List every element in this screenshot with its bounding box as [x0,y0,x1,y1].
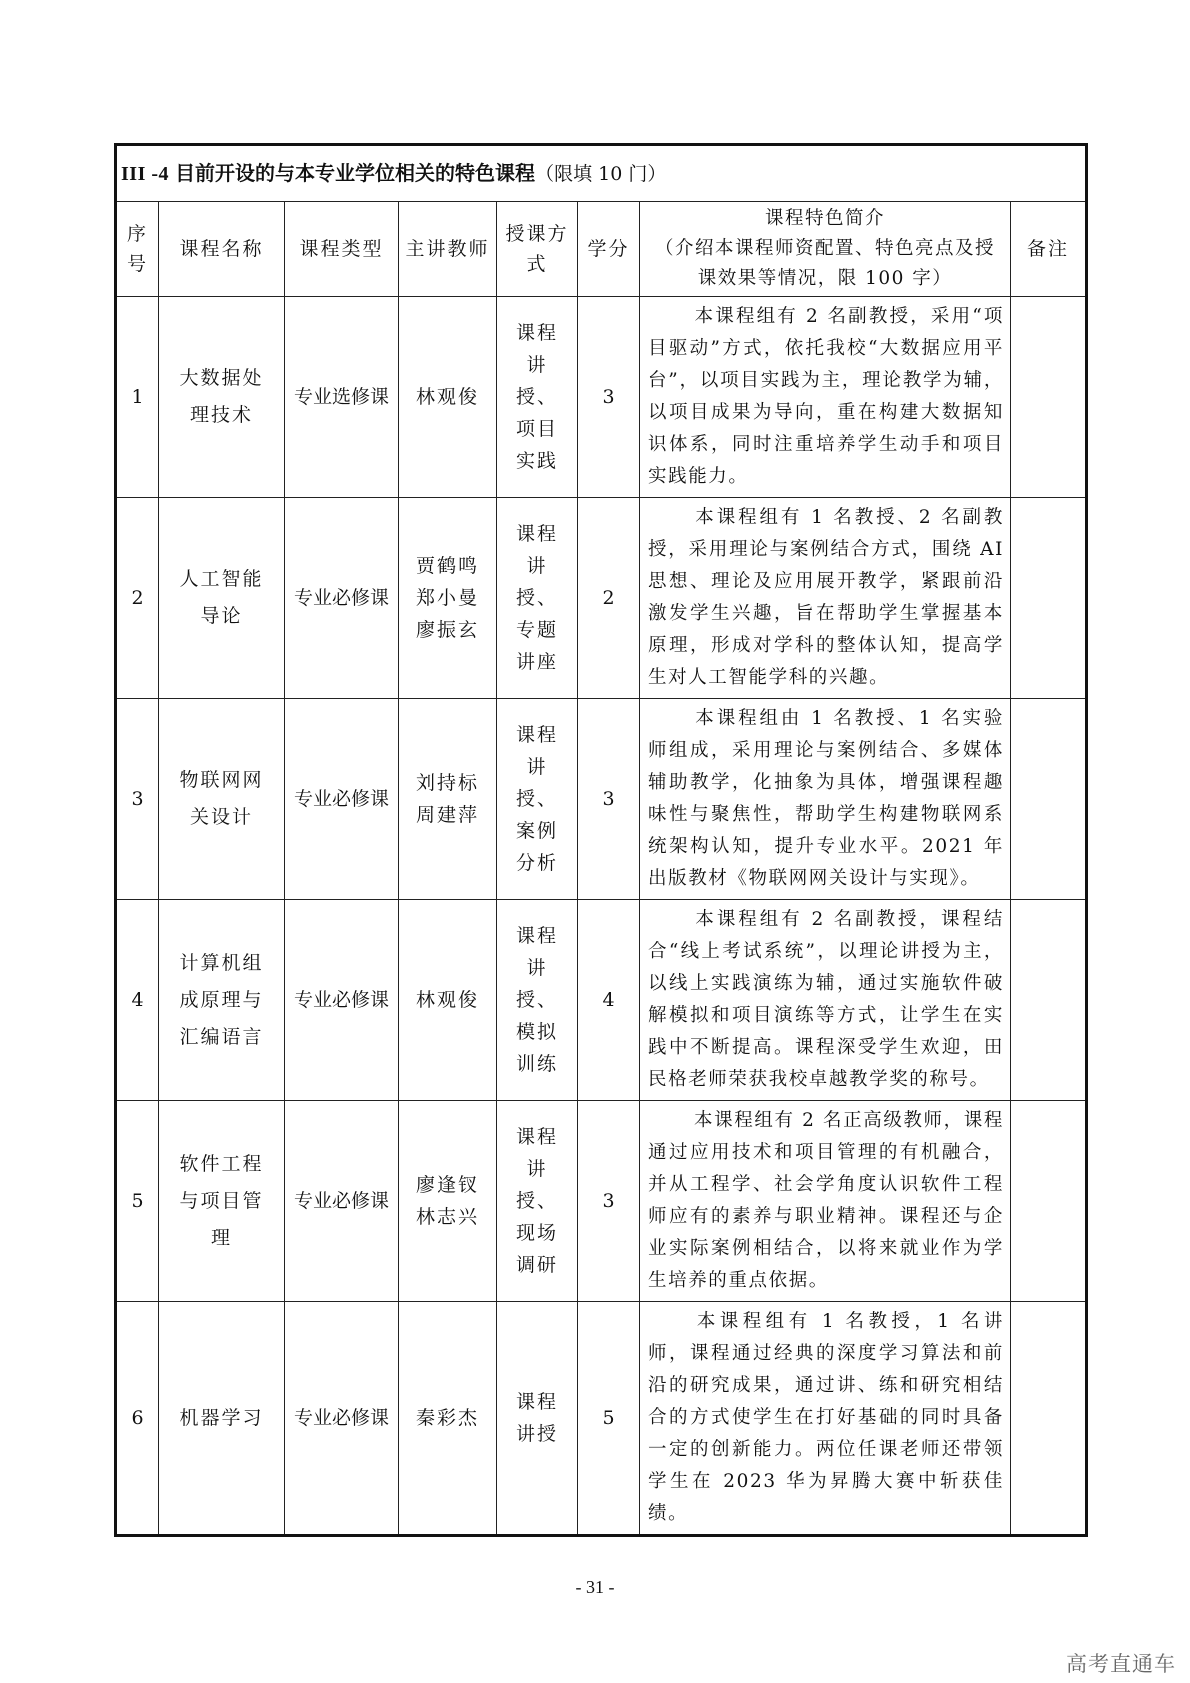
cell-no: 2 [116,498,159,699]
cell-lecturer [399,699,497,900]
course-name-text: 人工智能导论 [179,568,264,627]
cell-credits: 5 [578,1302,640,1536]
header-credits: 学分 [578,202,640,297]
lecturer-text: 林观俊 [415,989,479,1011]
intro-text: 本课程组有 1 名教授、2 名副教授，采用理论与案例结合方式，围绕 AI 思想、理论及应用展开教学，紧跟前沿激发学生兴趣，旨在帮助学生掌握基本原理，形成对学科的整体认知，提高学生对人工智能学科的兴趣。 [648,507,1004,688]
cell-credits: 3 [578,297,640,498]
cell-remarks [1011,1302,1087,1536]
cell-remarks [1011,498,1087,699]
cell-course-type: 专业选修课 [285,297,399,498]
lecturer-text: 刘持标 周建萍 [415,772,479,826]
cell-course-name [159,498,285,699]
cell-lecturer [399,1101,497,1302]
header-intro-subtitle: （介绍本课程师资配置、特色亮点及授课效果等情况，限 100 字） [654,238,995,289]
cell-lecturer [399,900,497,1101]
cell-credits: 3 [578,699,640,900]
cell-teaching-mode [497,699,578,900]
cell-remarks [1011,900,1087,1101]
cell-teaching-mode [497,1101,578,1302]
cell-course-name [159,699,285,900]
cell-credits: 3 [578,1101,640,1302]
cell-no: 6 [116,1302,159,1536]
table-title-row [116,145,1087,202]
cell-course-name [159,297,285,498]
cell-course-type: 专业必修课 [285,1101,399,1302]
cell-intro [640,297,1011,498]
cell-teaching-mode [497,498,578,699]
cell-remarks [1011,699,1087,900]
header-remarks: 备注 [1011,202,1087,297]
teaching-mode-text: 课程讲授、案例分析 [515,724,558,874]
table-row [116,297,1087,498]
table-title-note: （限填 10 门） [535,163,667,185]
cell-teaching-mode [497,1302,578,1536]
lecturer-text: 贾鹤鸣 郑小曼 廖振玄 [415,555,479,641]
lecturer-text: 林观俊 [415,386,479,408]
cell-intro [640,900,1011,1101]
teaching-mode-text: 课程讲授、项目实践 [515,322,558,472]
cell-no: 4 [116,900,159,1101]
lecturer-text: 秦彩杰 [415,1407,479,1429]
cell-course-name [159,1101,285,1302]
table-row [116,699,1087,900]
cell-teaching-mode [497,297,578,498]
table-row [116,498,1087,699]
table-title [116,145,1087,202]
header-intro [640,202,1011,297]
intro-text: 本课程组有 2 名正高级教师，课程通过应用技术和项目管理的有机融合，并从工程学、社会学角度认识软件工程师应有的素养与职业精神。课程还与企业实际案例相结合，以将来就业作为学生培养的重点依据。 [648,1110,1004,1291]
lecturer-text: 廖逢钗 林志兴 [415,1174,479,1228]
course-name-text: 机器学习 [179,1406,264,1429]
cell-course-type: 专业必修课 [285,699,399,900]
teaching-mode-text: 课程讲授、模拟训练 [515,925,558,1075]
cell-credits: 2 [578,498,640,699]
intro-text: 本课程组由 1 名教授、1 名实验师组成，采用理论与案例结合、多媒体辅助教学，化抽象为具体，增强课程趣味性与聚焦性，帮助学生构建物联网系统架构认知，提升专业水平。2021 年出版教材《物联网网关设计与实现》。 [648,708,1004,889]
watermark: 高考直通车 [1066,1652,1176,1676]
intro-text: 本课程组有 1 名教授，1 名讲师，课程通过经典的深度学习算法和前沿的研究成果，通过讲、练和研究相结合的方式使学生在打好基础的同时具备一定的创新能力。两位任课老师还带领学生在 2023 华为昇腾大赛中斩获佳绩。 [648,1311,1004,1524]
cell-no: 3 [116,699,159,900]
cell-no: 1 [116,297,159,498]
page-number: - 31 - [575,1577,615,1597]
cell-lecturer [399,1302,497,1536]
teaching-mode-text: 课程讲授 [515,1391,558,1445]
teaching-mode-text: 课程讲授、现场调研 [515,1126,558,1276]
cell-intro [640,1302,1011,1536]
intro-text: 本课程组有 2 名副教授，课程结合“线上考试系统”，以理论讲授为主，以线上实践演练为辅，通过实施软件破解模拟和项目演练等方式，让学生在实践中不断提高。课程深受学生欢迎，田民格老师荣获我校卓越教学奖的称号。 [648,909,1004,1090]
intro-text: 本课程组有 2 名副教授，采用“项目驱动”方式，依托我校“大数据应用平台”，以项目实践为主，理论教学为辅，以项目成果为导向，重在构建大数据知识体系，同时注重培养学生动手和项目实践能力。 [648,306,1004,487]
cell-course-name [159,1302,285,1536]
header-teaching-mode: 授课方式 [497,202,578,297]
cell-intro [640,1101,1011,1302]
teaching-mode-text: 课程讲授、专题讲座 [515,523,558,673]
course-name-text: 物联网网关设计 [179,769,264,828]
cell-course-name [159,900,285,1101]
course-name-text: 软件工程与项目管理 [179,1152,264,1249]
table-row [116,900,1087,1101]
cell-remarks [1011,297,1087,498]
cell-course-type: 专业必修课 [285,1302,399,1536]
table-header-row [116,202,1087,297]
table-row [116,1101,1087,1302]
header-lecturer: 主讲教师 [399,202,497,297]
header-course-type: 课程类型 [285,202,399,297]
cell-credits: 4 [578,900,640,1101]
course-name-text: 计算机组成原理与汇编语言 [179,951,264,1048]
cell-lecturer [399,297,497,498]
cell-course-type: 专业必修课 [285,900,399,1101]
table-row [116,1302,1087,1536]
course-name-text: 大数据处理技术 [179,367,264,426]
table-title-text: 目前开设的与本专业学位相关的特色课程 [175,161,536,185]
cell-teaching-mode [497,900,578,1101]
cell-lecturer [399,498,497,699]
cell-remarks [1011,1101,1087,1302]
header-intro-title: 课程特色简介 [764,208,885,229]
featured-courses-table [114,143,1088,1537]
header-course-name: 课程名称 [159,202,285,297]
cell-no: 5 [116,1101,159,1302]
cell-course-type: 专业必修课 [285,498,399,699]
cell-intro [640,699,1011,900]
header-no: 序号 [116,202,159,297]
table-title-code: III -4 [121,163,170,185]
cell-intro [640,498,1011,699]
